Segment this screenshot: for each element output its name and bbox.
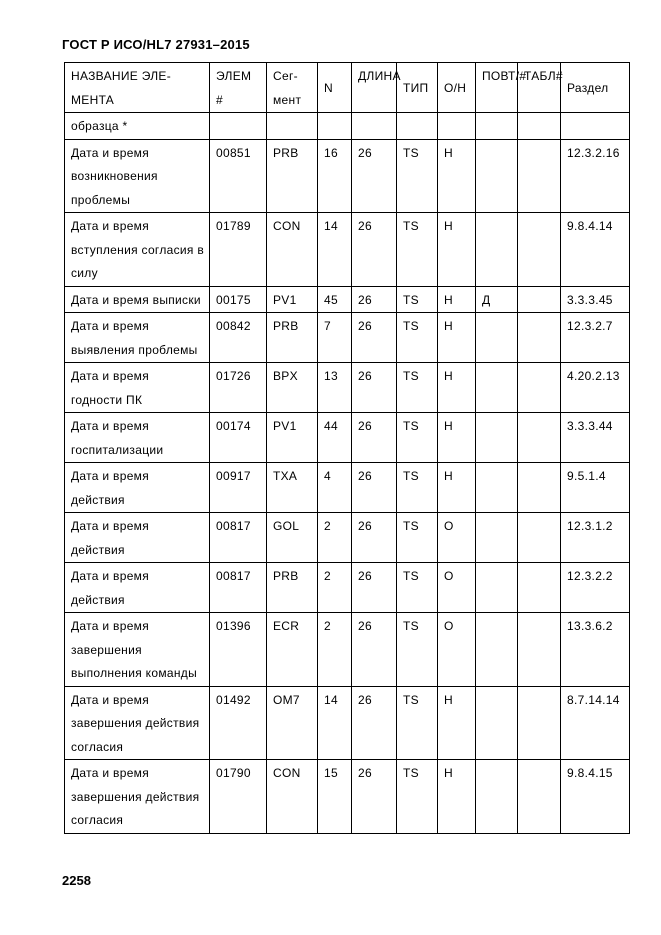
cell-section: 12.3.2.16 (561, 139, 630, 213)
column-header-segment: Сег-мент (267, 63, 318, 113)
column-header-elem: ЭЛЕМ # (210, 63, 267, 113)
cell-table (518, 139, 561, 213)
cell-segment: ECR (267, 613, 318, 687)
continuation-cell: образца * (65, 113, 210, 140)
column-header-n: N (318, 63, 352, 113)
cell-n: 7 (318, 313, 352, 363)
cell-elem: 01726 (210, 363, 267, 413)
column-header-section: Раздел (561, 63, 630, 113)
table-row (65, 563, 630, 613)
cell-repeat: Д (476, 286, 518, 313)
cell-length: 26 (352, 513, 397, 563)
table-row (65, 286, 630, 313)
cell-section: 8.7.14.14 (561, 686, 630, 760)
elements-table (64, 62, 630, 834)
table-row (65, 139, 630, 213)
cell-length: 26 (352, 313, 397, 363)
cell-repeat (476, 563, 518, 613)
cell-repeat (476, 139, 518, 213)
cell-section: 12.3.2.7 (561, 313, 630, 363)
cell-elem: 01492 (210, 686, 267, 760)
cell-n: 44 (318, 413, 352, 463)
cell-repeat (476, 413, 518, 463)
cell-repeat (476, 686, 518, 760)
cell-repeat (476, 213, 518, 287)
cell-on: О (438, 563, 476, 613)
cell-n: 14 (318, 213, 352, 287)
cell-repeat (476, 463, 518, 513)
column-header-table: ТАБЛ# (518, 63, 561, 113)
cell-on: Н (438, 139, 476, 213)
cell-table (518, 313, 561, 363)
cell-segment: PRB (267, 313, 318, 363)
cell-type: TS (397, 760, 438, 834)
cell-type: TS (397, 139, 438, 213)
cell-type: TS (397, 513, 438, 563)
cell-type: TS (397, 563, 438, 613)
cell-on: Н (438, 213, 476, 287)
cell-type: TS (397, 613, 438, 687)
cell-n: 2 (318, 563, 352, 613)
cell-length: 26 (352, 213, 397, 287)
document-header: ГОСТ Р ИСО/HL7 27931–2015 (62, 37, 250, 52)
cell-type: TS (397, 363, 438, 413)
cell-elem: 01789 (210, 213, 267, 287)
cell-segment: PV1 (267, 286, 318, 313)
cell-repeat (476, 313, 518, 363)
cell-length: 26 (352, 613, 397, 687)
cell-n: 2 (318, 613, 352, 687)
cell-segment: CON (267, 760, 318, 834)
table-row (65, 213, 630, 287)
cell-length: 26 (352, 413, 397, 463)
cell-elem: 00817 (210, 563, 267, 613)
cell-n: 2 (318, 513, 352, 563)
cell-length: 26 (352, 563, 397, 613)
cell-name: Дата и время действия (65, 463, 210, 513)
cell-elem: 00174 (210, 413, 267, 463)
cell-elem: 00842 (210, 313, 267, 363)
cell-length: 26 (352, 463, 397, 513)
cell-length: 26 (352, 139, 397, 213)
table-row (65, 513, 630, 563)
cell-segment: PRB (267, 139, 318, 213)
table-row (65, 760, 630, 834)
cell-segment: OM7 (267, 686, 318, 760)
cell-type: TS (397, 286, 438, 313)
cell-name: Дата и время годности ПК (65, 363, 210, 413)
cell-table (518, 463, 561, 513)
cell-name: Дата и время возникновения проблемы (65, 139, 210, 213)
cell-section: 9.5.1.4 (561, 463, 630, 513)
table-row-continuation (65, 113, 630, 140)
cell-section: 9.8.4.15 (561, 760, 630, 834)
cell-section: 3.3.3.45 (561, 286, 630, 313)
table-row (65, 463, 630, 513)
cell-on: Н (438, 363, 476, 413)
cell-segment: PV1 (267, 413, 318, 463)
cell-type: TS (397, 463, 438, 513)
table-row (65, 413, 630, 463)
cell-section: 9.8.4.14 (561, 213, 630, 287)
cell-section: 13.3.6.2 (561, 613, 630, 687)
cell-n: 14 (318, 686, 352, 760)
cell-type: TS (397, 313, 438, 363)
cell-section: 12.3.2.2 (561, 563, 630, 613)
column-header-type: ТИП (397, 63, 438, 113)
cell-on: Н (438, 413, 476, 463)
cell-elem: 00175 (210, 286, 267, 313)
cell-table (518, 413, 561, 463)
cell-segment: TXA (267, 463, 318, 513)
cell-segment: CON (267, 213, 318, 287)
cell-table (518, 213, 561, 287)
table-row (65, 313, 630, 363)
column-header-repeat: ПОВТ/# (476, 63, 518, 113)
column-header-length: ДЛИНА (352, 63, 397, 113)
cell-on: Н (438, 463, 476, 513)
cell-elem: 00851 (210, 139, 267, 213)
cell-on: О (438, 513, 476, 563)
cell-section: 4.20.2.13 (561, 363, 630, 413)
cell-type: TS (397, 686, 438, 760)
cell-name: Дата и время выписки (65, 286, 210, 313)
table-row (65, 613, 630, 687)
cell-repeat (476, 513, 518, 563)
cell-segment: PRB (267, 563, 318, 613)
cell-table (518, 363, 561, 413)
cell-type: TS (397, 413, 438, 463)
cell-on: Н (438, 313, 476, 363)
cell-segment: BPX (267, 363, 318, 413)
cell-length: 26 (352, 363, 397, 413)
cell-name: Дата и время завершения выполнения команды (65, 613, 210, 687)
cell-name: Дата и время завершения действия согласия (65, 760, 210, 834)
cell-table (518, 286, 561, 313)
cell-name: Дата и время завершения действия согласия (65, 686, 210, 760)
cell-repeat (476, 613, 518, 687)
cell-name: Дата и время действия (65, 563, 210, 613)
cell-table (518, 513, 561, 563)
cell-n: 13 (318, 363, 352, 413)
cell-elem: 00817 (210, 513, 267, 563)
cell-n: 45 (318, 286, 352, 313)
cell-repeat (476, 363, 518, 413)
cell-type: TS (397, 213, 438, 287)
cell-length: 26 (352, 760, 397, 834)
cell-name: Дата и время вступления согласия в силу (65, 213, 210, 287)
cell-segment: GOL (267, 513, 318, 563)
cell-on: Н (438, 760, 476, 834)
cell-length: 26 (352, 286, 397, 313)
cell-name: Дата и время госпитализации (65, 413, 210, 463)
table-header-row (65, 63, 630, 113)
cell-section: 12.3.1.2 (561, 513, 630, 563)
cell-name: Дата и время выявления проблемы (65, 313, 210, 363)
cell-n: 15 (318, 760, 352, 834)
table-row (65, 363, 630, 413)
cell-name: Дата и время действия (65, 513, 210, 563)
cell-table (518, 613, 561, 687)
cell-n: 4 (318, 463, 352, 513)
column-header-on: О/Н (438, 63, 476, 113)
cell-n: 16 (318, 139, 352, 213)
cell-elem: 00917 (210, 463, 267, 513)
cell-elem: 01396 (210, 613, 267, 687)
cell-repeat (476, 760, 518, 834)
cell-elem: 01790 (210, 760, 267, 834)
cell-table (518, 686, 561, 760)
column-header-name: НАЗВАНИЕ ЭЛЕ-МЕНТА (65, 63, 210, 113)
page-number: 2258 (62, 873, 91, 888)
cell-on: Н (438, 686, 476, 760)
cell-table (518, 760, 561, 834)
cell-section: 3.3.3.44 (561, 413, 630, 463)
cell-length: 26 (352, 686, 397, 760)
cell-on: Н (438, 286, 476, 313)
cell-table (518, 563, 561, 613)
table-row (65, 686, 630, 760)
cell-on: О (438, 613, 476, 687)
